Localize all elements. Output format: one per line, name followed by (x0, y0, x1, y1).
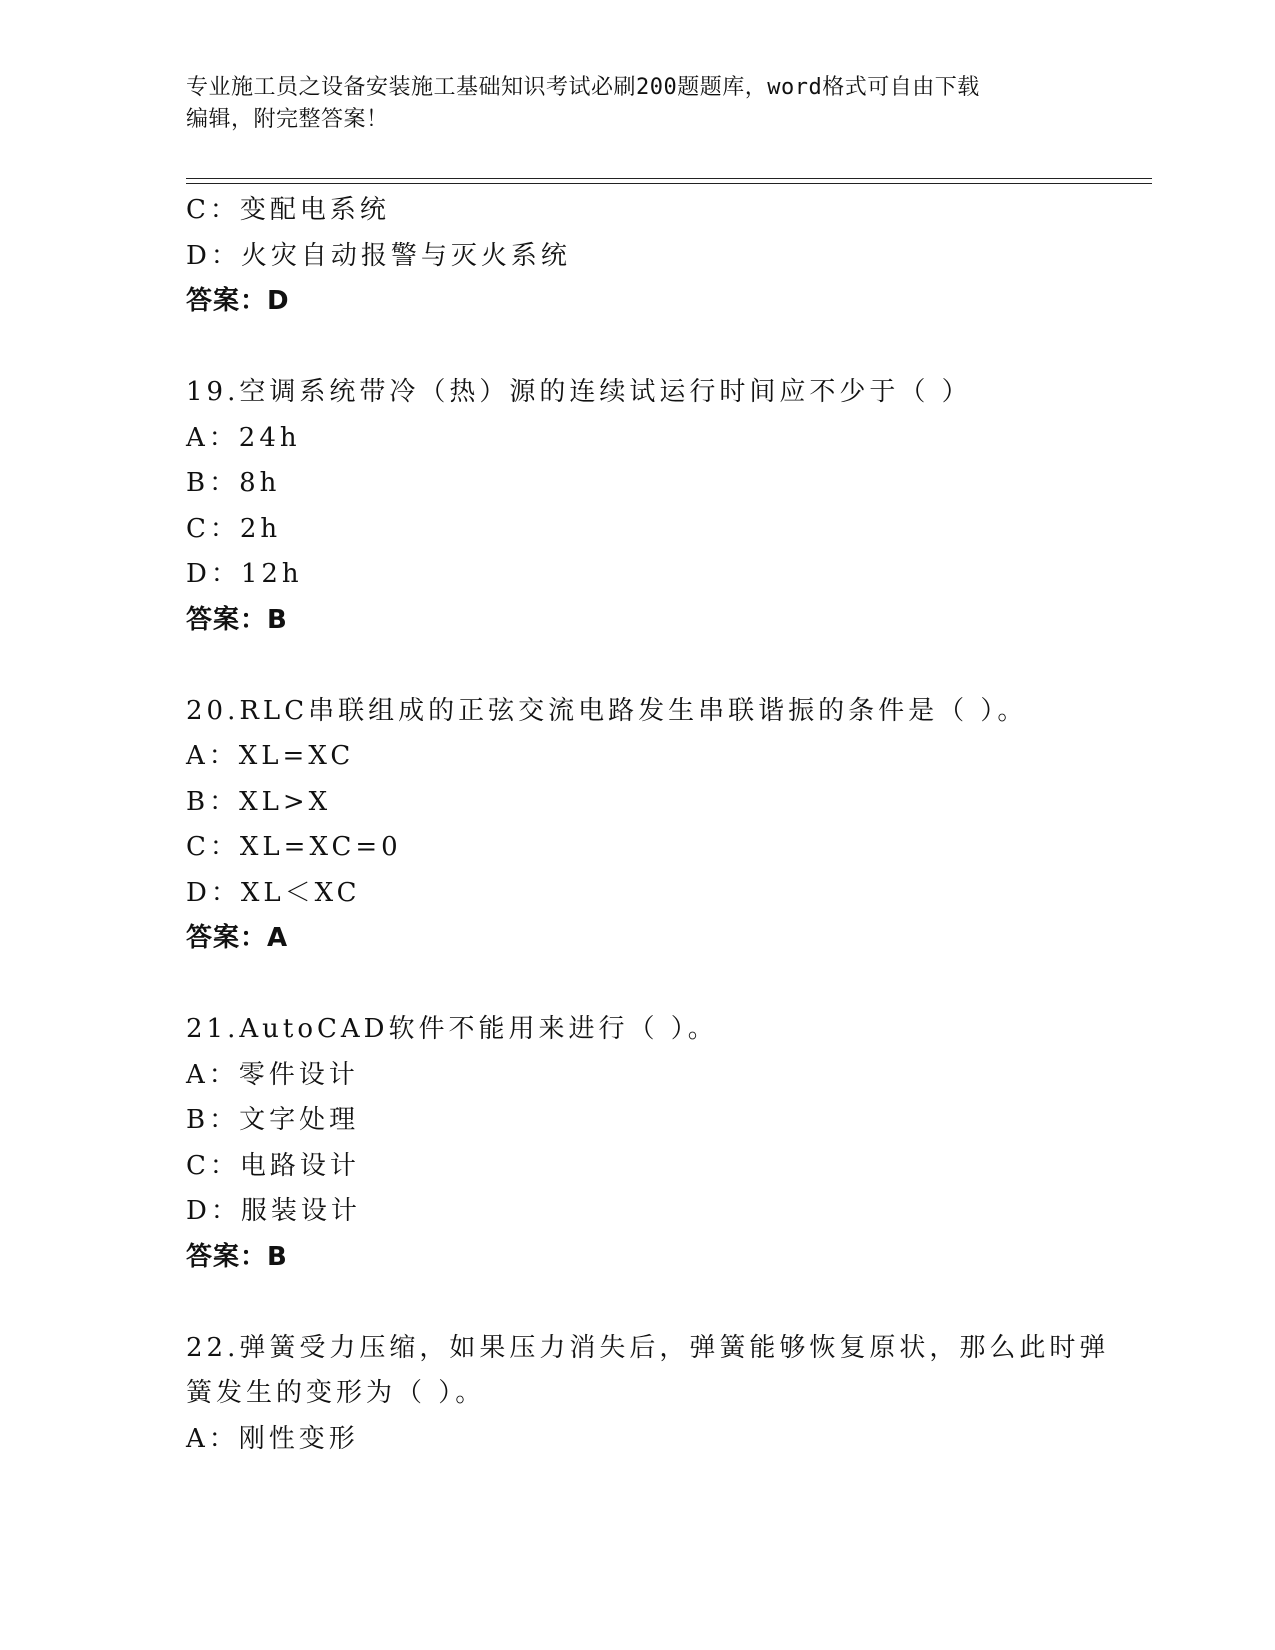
question-stem: 21.AutoCAD软件不能用来进行（ ）。 (186, 1014, 718, 1044)
option-d: D：XL＜XC (186, 877, 361, 908)
question-list (186, 188, 1152, 1462)
question-21 (186, 1007, 1152, 1326)
answer-line: 答案：B (186, 604, 288, 635)
option-a: A：刚性变形 (186, 1423, 359, 1454)
option-d: D：火灾自动报警与灭火系统 (186, 240, 571, 271)
header-divider-bottom (186, 183, 1152, 184)
option-c: C：变配电系统 (186, 195, 390, 225)
answer-line: 答案：D (186, 286, 290, 316)
spacer (186, 325, 1152, 371)
question-19 (186, 370, 1152, 689)
option-c: C：XL=XC=0 (186, 832, 402, 862)
option-a: A：XL=XC (186, 741, 355, 771)
question-continued (186, 188, 1152, 370)
option-b: B：8h (186, 468, 281, 498)
option-d: D：服装设计 (186, 1196, 361, 1226)
header-title-line-2: 编辑，附完整答案！ (186, 107, 389, 132)
option-c: C：电路设计 (186, 1150, 360, 1181)
question-stem: 20.RLC串联组成的正弦交流电路发生串联谐振的条件是（ ）。 (186, 695, 1028, 726)
question-20 (186, 689, 1152, 1008)
option-c: C：2h (186, 513, 282, 544)
question-stem: 19.空调系统带冷（热）源的连续试运行时间应不少于（ ） (186, 377, 972, 407)
option-a: A：24h (186, 422, 301, 453)
option-a: A：零件设计 (186, 1059, 359, 1090)
question-stem-line-2: 簧发生的变形为（ ）。 (186, 1378, 486, 1408)
page-header (186, 72, 1086, 136)
spacer (186, 1280, 1152, 1326)
spacer (186, 962, 1152, 1008)
question-stem-line-1: 22.弹簧受力压缩，如果压力消失后，弹簧能够恢复原状，那么此时弹 (186, 1332, 1110, 1363)
option-b: B：文字处理 (186, 1105, 360, 1135)
option-d: D：12h (186, 559, 303, 589)
answer-line: 答案：B (186, 1241, 288, 1272)
header-title-line-1: 专业施工员之设备安装施工基础知识考试必刷200题题库，word格式可自由下载 (186, 75, 980, 100)
spacer (186, 643, 1152, 689)
question-22 (186, 1326, 1152, 1463)
option-b: B：XL>X (186, 786, 332, 817)
header-divider-top (186, 178, 1152, 179)
answer-line: 答案：A (186, 923, 289, 953)
